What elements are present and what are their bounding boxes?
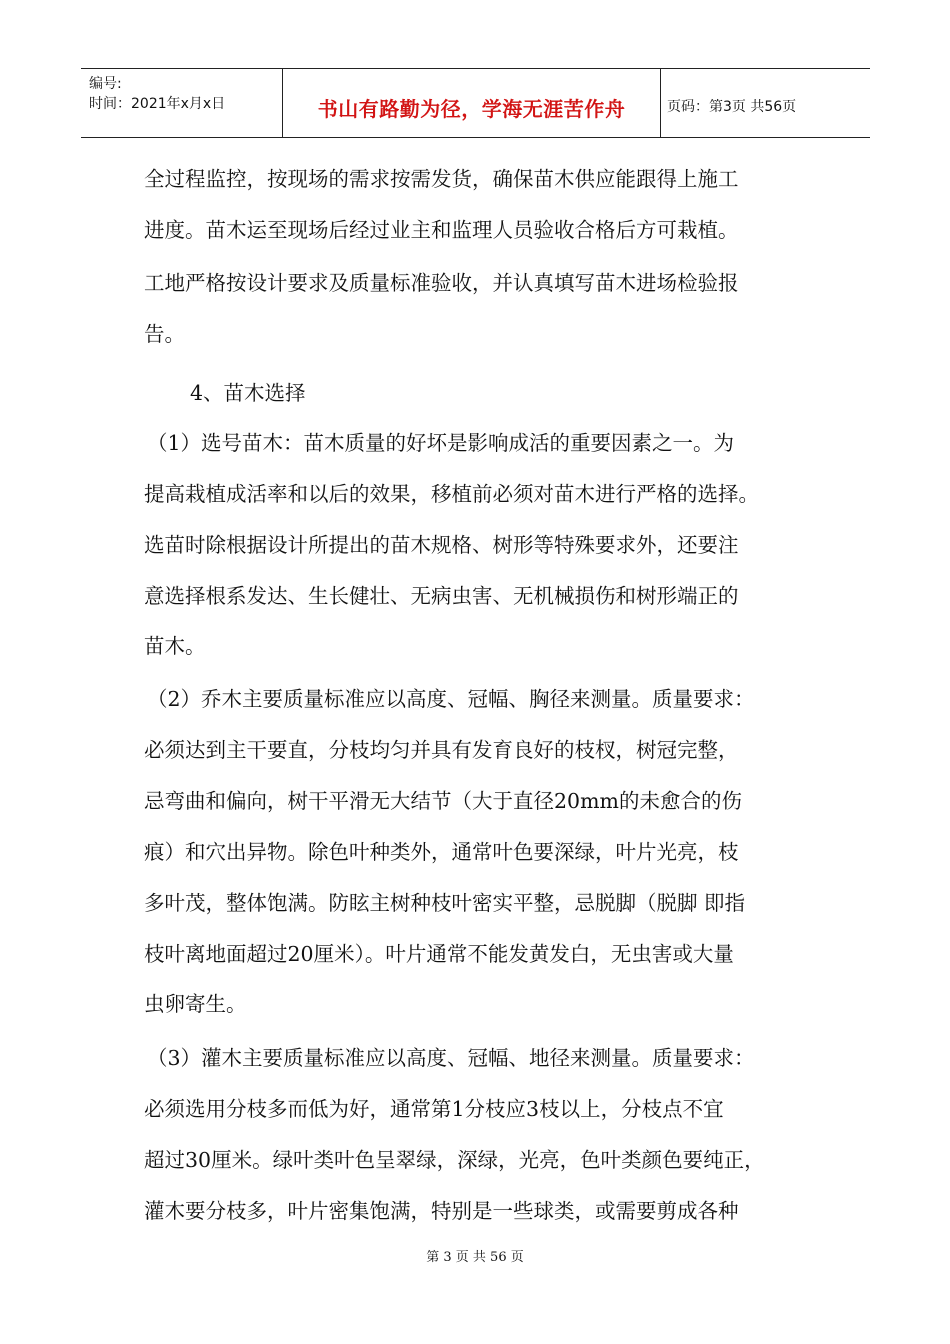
section-heading: 4、苗木选择 [190,381,306,405]
body-line: 痕）和穴出异物。除色叶种类外，通常叶色要深绿，叶片光亮，枝 [144,840,739,864]
body-line: （1）选号苗木：苗木质量的好坏是影响成活的重要因素之一。为 [147,431,735,455]
body-line: 必须选用分枝多而低为好，通常第1分枝应3枝以上，分枝点不宜 [144,1097,724,1121]
body-line: 灌木要分枝多，叶片密集饱满，特别是一些球类，或需要剪成各种 [144,1199,739,1223]
body-line: 忌弯曲和偏向，树干平滑无大结节（大于直径20mm的未愈合的伤 [144,789,742,813]
header-page-cell [661,69,870,137]
document-number-label: 编号: [89,76,122,92]
page-header [81,68,870,138]
body-line: 提高栽植成活率和以后的效果，移植前必须对苗木进行严格的选择。 [144,482,759,506]
body-line: 超过30厘米。绿叶类叶色呈翠绿，深绿，光亮，色叶类颜色要纯正， [144,1148,765,1172]
header-motto-cell [283,69,661,137]
body-line: 工地严格按设计要求及质量标准验收，并认真填写苗木进场检验报 [144,271,739,295]
body-line: 选苗时除根据设计所提出的苗木规格、树形等特殊要求外，还要注 [144,533,739,557]
header-meta-cell [81,69,283,137]
body-line: 必须达到主干要直，分枝均匀并具有发育良好的枝杈，树冠完整， [144,738,739,762]
document-time-label: 时间：2021年x月x日 [89,96,226,112]
page-footer: 第 3 页 共 56 页 [426,1250,524,1265]
body-line: （3）灌木主要质量标准应以高度、冠幅、地径来测量。质量要求： [147,1046,755,1070]
header-motto: 书山有路勤为径，学海无涯苦作舟 [317,97,626,121]
body-line: 告。 [144,322,185,346]
body-line: 苗木。 [144,634,206,658]
body-line: 虫卵寄生。 [144,992,247,1016]
body-line: 枝叶离地面超过20厘米）。叶片通常不能发黄发白，无虫害或大量 [144,942,734,966]
body-line: 意选择根系发达、生长健壮、无病虫害、无机械损伤和树形端正的 [144,584,739,608]
header-page-info: 页码：第3页 共56页 [667,99,797,115]
body-line: 多叶茂，整体饱满。防眩主树种枝叶密实平整，忌脱脚（脱脚 即指 [144,891,746,915]
body-line: （2）乔木主要质量标准应以高度、冠幅、胸径来测量。质量要求： [147,687,755,711]
body-line: 全过程监控，按现场的需求按需发货，确保苗木供应能跟得上施工 [144,167,739,191]
body-line: 进度。苗木运至现场后经过业主和监理人员验收合格后方可栽植。 [144,218,739,242]
